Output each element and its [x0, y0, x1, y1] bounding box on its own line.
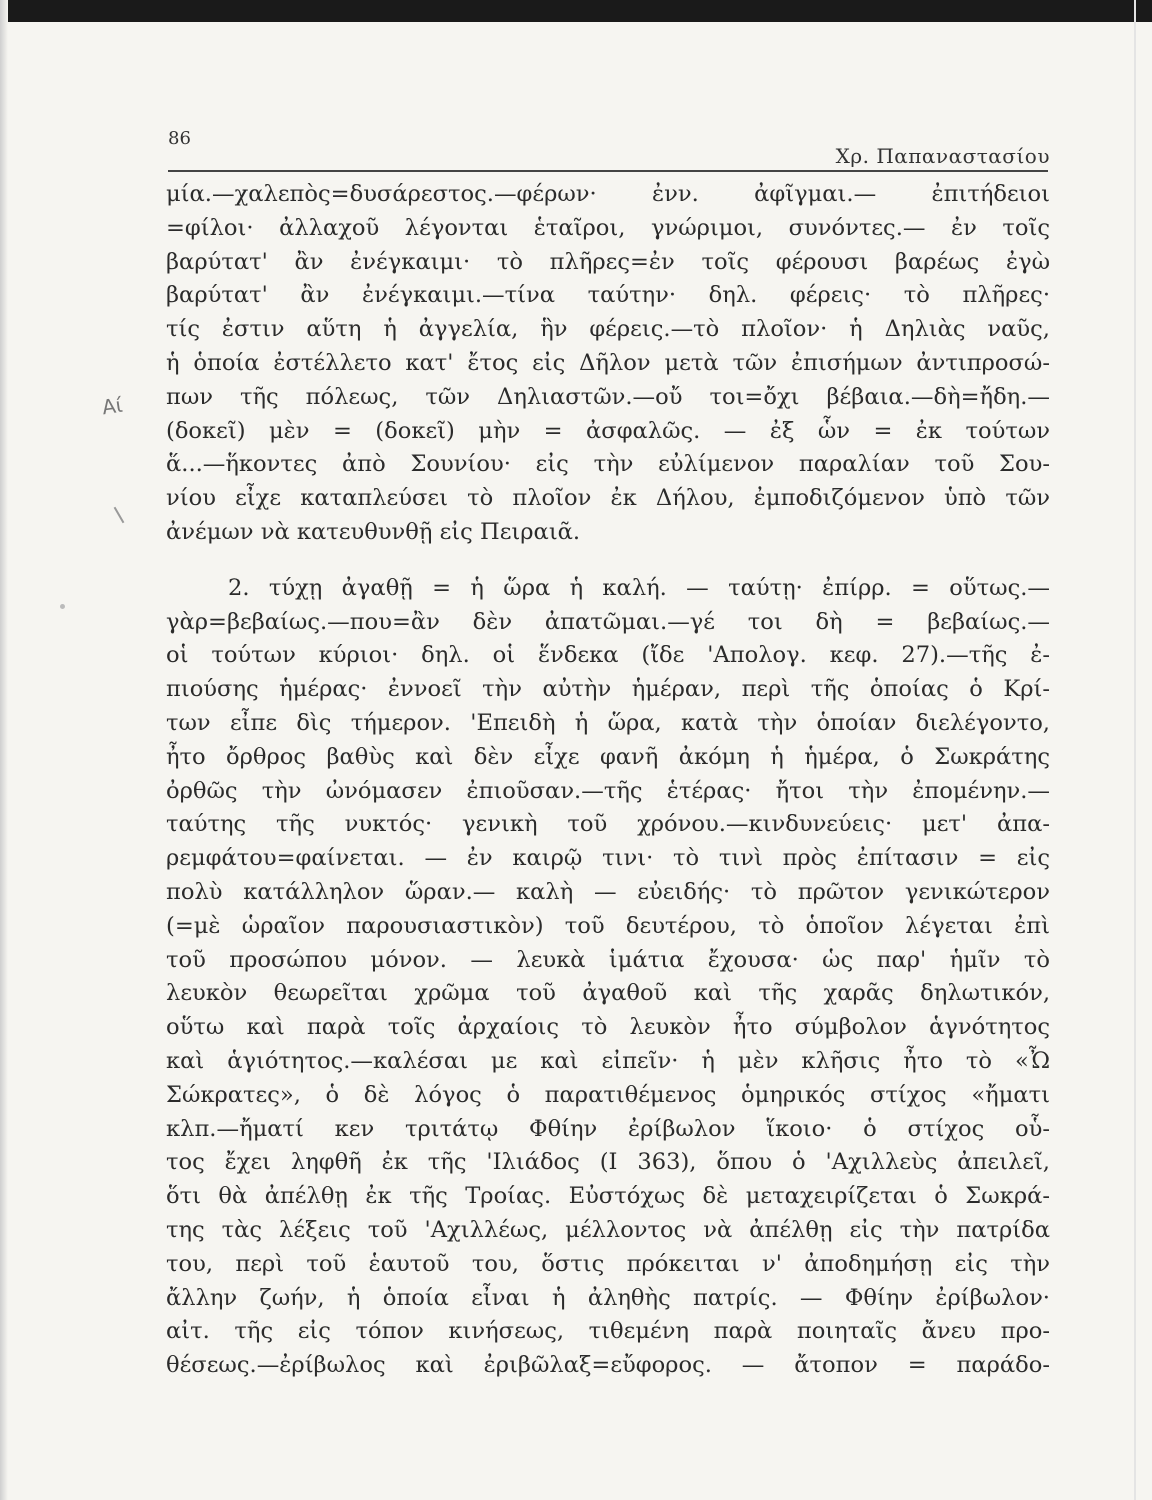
- text-line: νίου εἶχε καταπλεύσει τὸ πλοῖον ἐκ Δήλου, ἐμποδιζόμενον ὑπὸ τῶν: [166, 485, 1050, 512]
- text-line: ὀρθῶς τὴν ὠνόμασεν ἐπιοῦσαν.—τῆς ἑτέρας· ἤτοι τὴν ἐπομένην.—: [166, 777, 1050, 804]
- text-line: οὕτω καὶ παρὰ τοῖς ἀρχαίοις τὸ λευκὸν ἦτο σύμβολον ἁγνότητος: [166, 1014, 1050, 1041]
- paragraph-2: [166, 572, 1050, 1383]
- running-head: Χρ. Παπαναστασίου: [835, 144, 1050, 168]
- scan-border-left: [0, 0, 8, 1500]
- text-line: πολὺ κατάλληλον ὥραν.— καλὴ — εὐειδής· τὸ πρῶτον γενικώτερον: [166, 878, 1050, 905]
- text-line: αἰτ. τῆς εἰς τόπον κινήσεως, τιθεμένη παρὰ ποιηταῖς ἄνευ προ-: [166, 1318, 1050, 1345]
- text-line: της τὰς λέξεις τοῦ 'Αχιλλέως, μέλλοντος νὰ ἀπέλθῃ εἰς τὴν πατρίδα: [166, 1216, 1050, 1243]
- text-line: κλπ.—ἤματί κεν τριτάτῳ Φθίην ἐρίβωλον ἵκοιο· ὁ στίχος οὗ-: [166, 1115, 1050, 1142]
- margin-mark: [114, 507, 125, 524]
- text-line: ταύτης τῆς νυκτός· γενικὴ τοῦ χρόνου.—κινδυνεύεις· μετ' ἀπα-: [166, 811, 1050, 838]
- text-line: (=μὲ ὡραῖον παρουσιαστικὸν) τοῦ δευτέρου, τὸ ὁποῖον λέγεται ἐπὶ: [166, 912, 1050, 939]
- text-line: 2. τύχῃ ἀγαθῇ = ἡ ὥρα ἡ καλή. — ταύτῃ· ἐπίρρ. = οὕτως.—: [228, 574, 1050, 601]
- paragraph-gap: [166, 550, 1050, 572]
- text-line: μία.—χαλεπὸς=δυσάρεστος.—φέρων· ἐνν. ἀφῖγμαι.— ἐπιτήδειοι: [166, 181, 1050, 207]
- text-line: πιούσης ἡμέρας· ἐννοεῖ τὴν αὐτὴν ἡμέραν, περὶ τῆς ὁποίας ὁ Κρί-: [166, 676, 1050, 703]
- text-line: τοῦ προσώπου μόνον. — λευκὰ ἱμάτια ἔχουσα· ὡς παρ' ἡμῖν τὸ: [166, 946, 1050, 973]
- text-line: βαρύτατ' ἂν ἐνέγκαιμι· τὸ πλῆρες=ἐν τοῖς φέρουσι βαρέως ἐγὼ: [166, 248, 1050, 275]
- paragraph-1: [166, 178, 1050, 550]
- text-line: ἀνέμων νὰ κατευθυνθῇ εἰς Πειραιᾶ.: [166, 518, 581, 545]
- text-line: ἦτο ὄρθρος βαθὺς καὶ δὲν εἶχε φανῆ ἀκόμη ἡ ἡμέρα, ὁ Σωκράτης: [166, 743, 1050, 770]
- margin-handwriting: Αί: [100, 392, 125, 420]
- text-line: βαρύτατ' ἂν ἐνέγκαιμι.—τίνα ταύτην· δηλ. φέρεις· τὸ πλῆρες·: [166, 282, 1050, 309]
- scan-border-right: [1134, 0, 1136, 1500]
- text-line: θέσεως.—ἐρίβωλος καὶ ἐριβῶλαξ=εὔφορος. — ἄτοπον = παράδο-: [166, 1352, 1050, 1379]
- text-line: λευκὸν θεωρεῖται χρῶμα τοῦ ἀγαθοῦ καὶ τῆς χαρᾶς δηλωτικόν,: [166, 980, 1050, 1007]
- text-line: =φίλοι· ἀλλαχοῦ λέγονται ἑταῖροι, γνώριμοι, συνόντες.— ἐν τοῖς: [166, 214, 1050, 241]
- text-line: τος ἔχει ληφθῆ ἐκ τῆς 'Ιλιάδος (Ι 363), ὅπου ὁ 'Αχιλλεὺς ἀπειλεῖ,: [166, 1149, 1050, 1176]
- text-line: οἱ τούτων κύριοι· δηλ. οἱ ἕνδεκα (ἴδε 'Απολογ. κεφ. 27).—τῆς ἐ-: [166, 642, 1050, 669]
- body-text: [166, 178, 1050, 1383]
- text-line: του, περὶ τοῦ ἑαυτοῦ του, ὅστις πρόκειται ν' ἀποδημήσῃ εἰς τὴν: [166, 1250, 1050, 1277]
- text-line: τίς ἐστιν αὕτη ἡ ἀγγελία, ἣν φέρεις.—τὸ πλοῖον· ἡ Δηλιὰς ναῦς,: [166, 316, 1050, 343]
- text-line: γὰρ=βεβαίως.—που=ἂν δὲν ἀπατῶμαι.—γέ τοι δὴ = βεβαίως.—: [166, 608, 1050, 635]
- text-line: ἄλλην ζωήν, ἡ ὁποία εἶναι ἡ ἀληθὴς πατρίς. — Φθίην ἐρίβωλον·: [166, 1284, 1050, 1311]
- text-line: καὶ ἁγιότητος.—καλέσαι με καὶ εἰπεῖν· ἡ μὲν κλῆσις ἦτο τὸ «Ὦ: [166, 1047, 1050, 1074]
- text-line: ρεμφάτου=φαίνεται. — ἐν καιρῷ τινι· τὸ τινὶ πρὸς ἐπίτασιν = εἰς: [166, 845, 1050, 872]
- header-rule: [168, 170, 1048, 172]
- text-line: ἡ ὁποία ἐστέλλετο κατ' ἔτος εἰς Δῆλον μετὰ τῶν ἐπισήμων ἀντιπροσώ-: [166, 349, 1050, 376]
- text-line: ὅτι θὰ ἀπέλθῃ ἐκ τῆς Τροίας. Εὐστόχως δὲ μεταχειρίζεται ὁ Σωκρά-: [166, 1183, 1050, 1210]
- text-line: των εἶπε δὶς τήμερον. 'Επειδὴ ἡ ὥρα, κατὰ τὴν ὁποίαν διελέγοντο,: [166, 709, 1050, 736]
- text-line: Σώκρατες», ὁ δὲ λόγος ὁ παρατιθέμενος ὁμηρικός στίχος «ἤματι: [166, 1081, 1050, 1108]
- page-number: 86: [168, 128, 191, 149]
- margin-dot: [60, 604, 65, 609]
- scan-border-top: [0, 0, 1152, 22]
- text-line: πων τῆς πόλεως, τῶν Δηλιαστῶν.—οὔ τοι=ὄχι βέβαια.—δὴ=ἤδη.—: [166, 383, 1050, 410]
- text-line: (δοκεῖ) μὲν = (δοκεῖ) μὴν = ἀσφαλῶς. — ἐξ ὧν = ἐκ τούτων: [166, 417, 1050, 444]
- text-line: ἅ...—ἥκοντες ἀπὸ Σουνίου· εἰς τὴν εὐλίμενον παραλίαν τοῦ Σου-: [166, 451, 1050, 478]
